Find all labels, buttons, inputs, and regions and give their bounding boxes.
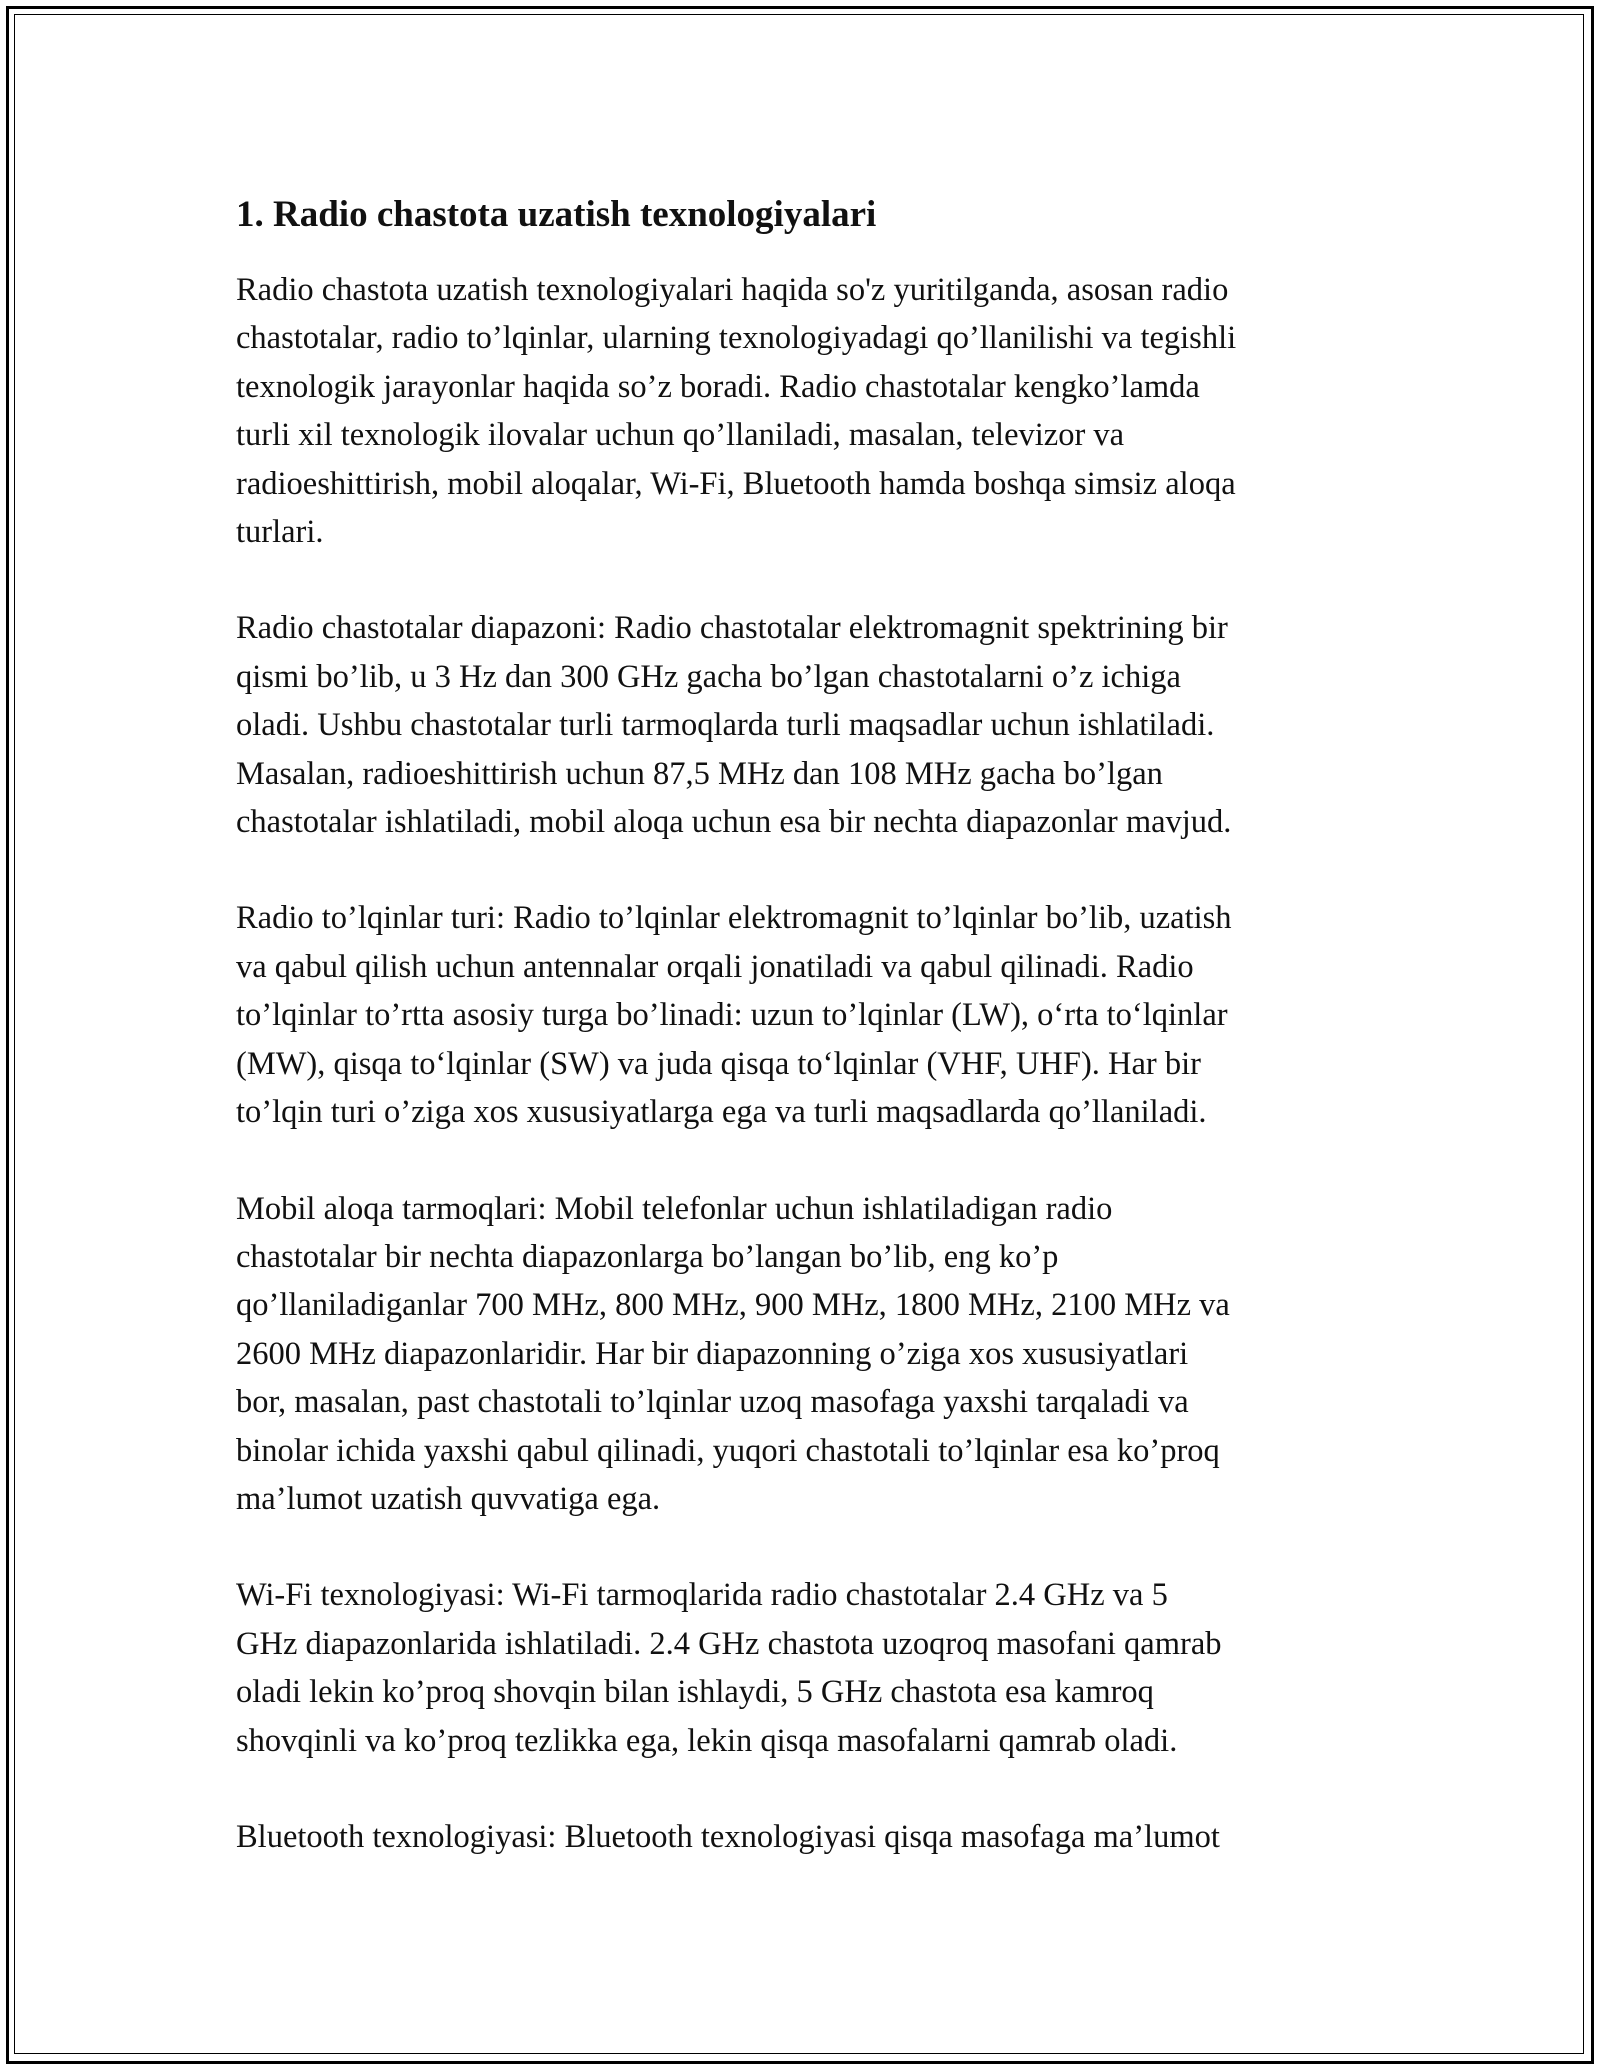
paragraph-wave-types: Radio to’lqinlar turi: Radio to’lqinlar elektromagnit to’lqinlar bo’lib, uzatish va qabul qilish uchun antennalar orqali jonatiladi va qabul qilinadi. Radio to’lqinlar to’rtta asosiy turga bo’linadi: uzun to’lqinlar (LW), o‘rta to‘lqinlar (MW), qisqa to‘lqinlar (SW) va juda qisqa to‘lqinlar (VHF, UHF). Har bir to’lqin turi o’ziga xos xususiyatlarga ega va turli maqsadlarda qo’llaniladi.: [236, 900, 1232, 1131]
paragraph-intro: Radio chastota uzatish texnologiyalari haqida so'z yuritilganda, asosan radio chastotalar, radio to’lqinlar, ularning texnologiyadagi qo’llanilishi va tegishli texnologik jarayonlar haqida so’z boradi. Radio chastotalar kengko’lamda turli xil texnologik ilovalar uchun qo’llaniladi, masalan, televizor va radioeshittirish, mobil aloqalar, Wi-Fi, Bluetooth hamda boshqa simsiz aloqa turlari.: [236, 272, 1237, 551]
paragraph-wifi: Wi-Fi texnologiyasi: Wi-Fi tarmoqlarida radio chastotalar 2.4 GHz va 5 GHz diapazonlarida ishlatiladi. 2.4 GHz chastota uzoqroq masofani qamrab oladi lekin ko’proq shovqin bilan ishlaydi, 5 GHz chastota esa kamroq shovqinli va ko’proq tezlikka ega, lekin qisqa masofalarni qamrab oladi.: [236, 1577, 1222, 1759]
paragraph-bluetooth: Bluetooth texnologiyasi: Bluetooth texnologiyasi qisqa masofaga ma’lumot: [236, 1818, 1220, 1855]
document-body: [236, 186, 1371, 1909]
paragraph-frequency-range: Radio chastotalar diapazoni: Radio chastotalar elektromagnit spektrining bir qismi bo’lib, u 3 Hz dan 300 GHz gacha bo’lgan chastotalarni o’z ichiga oladi. Ushbu chastotalar turli tarmoqlarda turli maqsadlar uchun ishlatiladi. Masalan, radioeshittirish uchun 87,5 MHz dan 108 MHz gacha bo’lgan chastotalar ishlatiladi, mobil aloqa uchun esa bir nechta diapazonlar mavjud.: [236, 610, 1232, 841]
paragraph-mobile-networks: Mobil aloqa tarmoqlari: Mobil telefonlar uchun ishlatiladigan radio chastotalar bir nechta diapazonlarga bo’langan bo’lib, eng ko’p qo’llaniladiganlar 700 MHz, 800 MHz, 900 MHz, 1800 MHz, 2100 MHz va 2600 MHz diapazonlaridir. Har bir diapazonning o’ziga xos xususiyatlari bor, masalan, past chastotali to’lqinlar uzoq masofaga yaxshi tarqaladi va binolar ichida yaxshi qabul qilinadi, yuqori chastotali to’lqinlar esa ko’proq ma’lumot uzatish quvvatiga ega.: [236, 1190, 1230, 1517]
section-heading: 1. Radio chastota uzatish texnologiyalari: [236, 194, 877, 235]
